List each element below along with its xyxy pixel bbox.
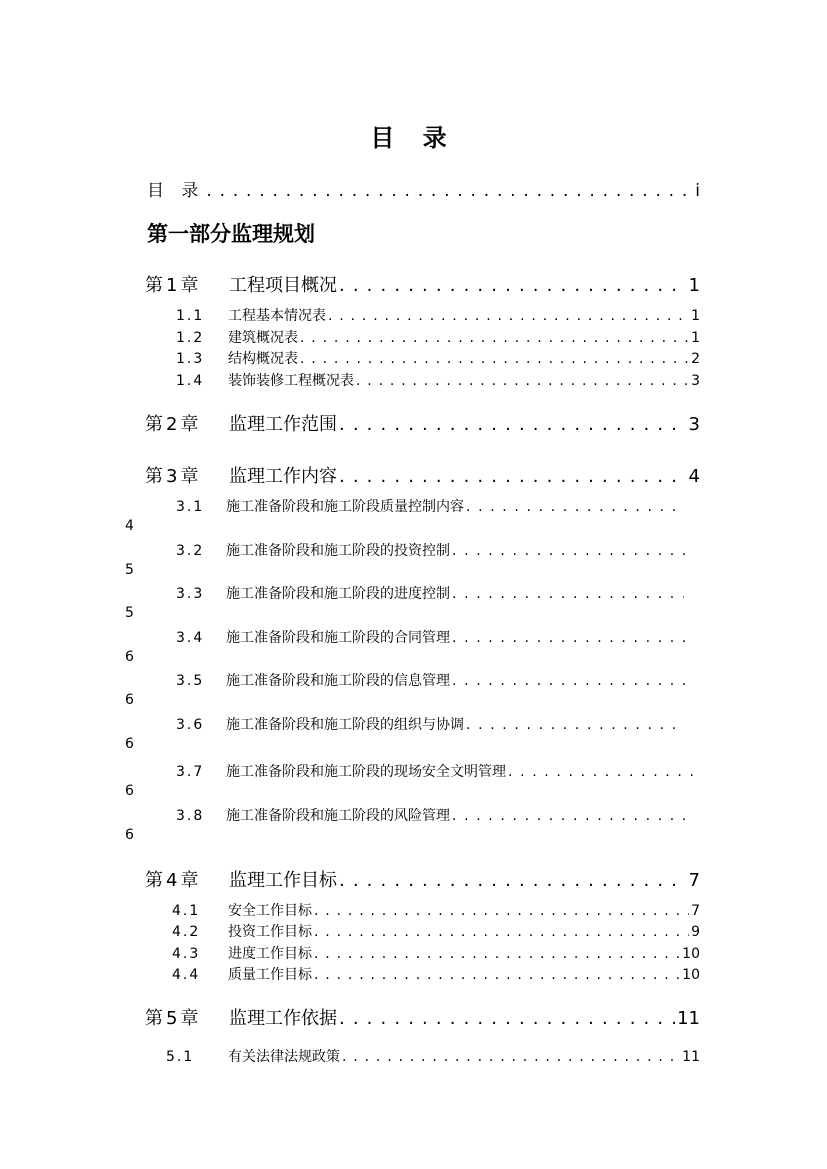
- leader-dots: [339, 870, 687, 891]
- section-title: 施工准备阶段和施工阶段质量控制内容: [226, 499, 464, 515]
- section-number: 3.7: [176, 764, 205, 780]
- section-number: 3.8: [176, 808, 205, 824]
- chapter-page: 11: [677, 1008, 700, 1029]
- toc-section-3-3[interactable]: [176, 583, 686, 603]
- section-title: 投资工作目标: [228, 924, 312, 940]
- chapter-number: 第 2 章: [145, 414, 199, 435]
- section-title: 结构概况表: [228, 351, 298, 367]
- toc-section-4-3[interactable]: [172, 943, 700, 963]
- leader-dots: [314, 967, 680, 983]
- leader-dots: [300, 351, 689, 367]
- section-number: 3.2: [176, 543, 205, 559]
- section-page: 1: [691, 330, 700, 346]
- section-number: 4.2: [172, 924, 201, 940]
- section-page: 5: [125, 562, 134, 578]
- toc-section-3-2[interactable]: [176, 540, 696, 560]
- section-title: 施工准备阶段和施工阶段的信息管理: [226, 673, 450, 689]
- chapter-page: 4: [688, 466, 700, 487]
- section-title: 安全工作目标: [228, 903, 312, 919]
- leader-dots: [342, 1049, 680, 1065]
- leader-dots: [339, 414, 687, 435]
- leader-dots: [466, 717, 684, 733]
- toc-section-4-4[interactable]: [172, 964, 700, 984]
- section-number: 1.1: [176, 308, 205, 324]
- chapter-number: 第 5 章: [145, 1008, 199, 1029]
- leader-dots: [314, 903, 689, 919]
- section-page: 3: [691, 373, 700, 389]
- section-number: 3.5: [176, 673, 205, 689]
- toc-section-1-3[interactable]: [176, 348, 700, 368]
- toc-section-4-1[interactable]: [172, 900, 700, 920]
- toc-chapter-2[interactable]: [145, 410, 700, 436]
- toc-section-3-6[interactable]: [176, 714, 686, 734]
- section-number: 4.1: [172, 903, 201, 919]
- chapter-number: 第 4 章: [145, 870, 199, 891]
- chapter-title: 监理工作目标: [229, 870, 337, 891]
- toc-entry-page: i: [695, 181, 700, 201]
- section-number: 3.3: [176, 586, 205, 602]
- chapter-title: 监理工作依据: [229, 1008, 337, 1029]
- toc-section-3-5[interactable]: [176, 670, 696, 690]
- section-number: 3.6: [176, 717, 205, 733]
- leader-dots: [452, 586, 684, 602]
- section-title: 进度工作目标: [228, 946, 312, 962]
- toc-section-4-2[interactable]: [172, 921, 700, 941]
- toc-chapter-5[interactable]: [145, 1004, 700, 1030]
- toc-section-1-2[interactable]: [176, 327, 700, 347]
- section-page: 10: [682, 967, 700, 983]
- chapter-page: 7: [688, 870, 700, 891]
- section-number: 1.2: [176, 330, 205, 346]
- toc-chapter-3[interactable]: [145, 462, 700, 488]
- section-number: 5.1: [166, 1049, 195, 1065]
- toc-section-3-4[interactable]: [176, 627, 696, 647]
- page-title: 目 录: [370, 124, 457, 152]
- chapter-number: 第 1 章: [145, 275, 199, 296]
- toc-section-3-7[interactable]: [176, 761, 696, 781]
- section-title: 施工准备阶段和施工阶段的投资控制: [226, 543, 450, 559]
- section-title: 质量工作目标: [228, 967, 312, 983]
- section-page: 11: [682, 1049, 700, 1065]
- section-page: 9: [691, 924, 700, 940]
- leader-dots: [452, 808, 694, 824]
- section-number: 3.1: [176, 499, 205, 515]
- section-number: 4.4: [172, 967, 201, 983]
- section-page: 6: [125, 783, 134, 799]
- section-page: 5: [125, 605, 134, 621]
- leader-dots: [508, 764, 694, 780]
- section-page: 6: [125, 827, 134, 843]
- section-page: 10: [682, 946, 700, 962]
- section-page: 6: [125, 692, 134, 708]
- leader-dots: [356, 373, 689, 389]
- leader-dots: [452, 630, 694, 646]
- leader-dots: [328, 308, 689, 324]
- section-title: 施工准备阶段和施工阶段的合同管理: [226, 630, 450, 646]
- chapter-number: 第 3 章: [145, 466, 199, 487]
- toc-entry-toc[interactable]: [147, 176, 700, 201]
- section-number: 1.4: [176, 373, 205, 389]
- section-page: 7: [691, 903, 700, 919]
- chapter-title: 监理工作内容: [229, 466, 337, 487]
- section-title: 施工准备阶段和施工阶段的风险管理: [226, 808, 450, 824]
- section-page: 1: [691, 308, 700, 324]
- section-title: 施工准备阶段和施工阶段的进度控制: [226, 586, 450, 602]
- part-title: 第一部分监理规划: [147, 222, 315, 246]
- toc-section-1-4[interactable]: [176, 370, 700, 390]
- section-page: 6: [125, 736, 134, 752]
- section-page: 2: [691, 351, 700, 367]
- chapter-title: 监理工作范围: [229, 414, 337, 435]
- leader-dots: [206, 181, 693, 201]
- leader-dots: [300, 330, 689, 346]
- chapter-page: 1: [688, 275, 700, 296]
- leader-dots: [314, 924, 689, 940]
- toc-section-3-8[interactable]: [176, 805, 696, 825]
- leader-dots: [452, 673, 694, 689]
- section-title: 装饰装修工程概况表: [228, 373, 354, 389]
- section-page: 4: [125, 518, 134, 534]
- leader-dots: [314, 946, 680, 962]
- section-number: 4.3: [172, 946, 201, 962]
- chapter-title: 工程项目概况: [229, 275, 337, 296]
- section-page: 6: [125, 649, 134, 665]
- section-number: 3.4: [176, 630, 205, 646]
- leader-dots: [339, 1008, 675, 1029]
- leader-dots: [466, 499, 682, 515]
- toc-chapter-4[interactable]: [145, 866, 700, 892]
- section-title: 工程基本情况表: [228, 308, 326, 324]
- chapter-page: 3: [688, 414, 700, 435]
- toc-entry-title: 目 录: [147, 181, 205, 201]
- toc-section-1-1[interactable]: [176, 305, 700, 325]
- section-title: 施工准备阶段和施工阶段的组织与协调: [226, 717, 464, 733]
- toc-section-5-1[interactable]: [166, 1046, 700, 1066]
- leader-dots: [452, 543, 694, 559]
- leader-dots: [339, 466, 687, 487]
- leader-dots: [339, 275, 687, 296]
- section-title: 建筑概况表: [228, 330, 298, 346]
- section-title: 有关法律法规政策: [228, 1049, 340, 1065]
- section-title: 施工准备阶段和施工阶段的现场安全文明管理: [226, 764, 506, 780]
- section-number: 1.3: [176, 351, 205, 367]
- toc-chapter-1[interactable]: [145, 271, 700, 297]
- toc-section-3-1[interactable]: [176, 496, 684, 516]
